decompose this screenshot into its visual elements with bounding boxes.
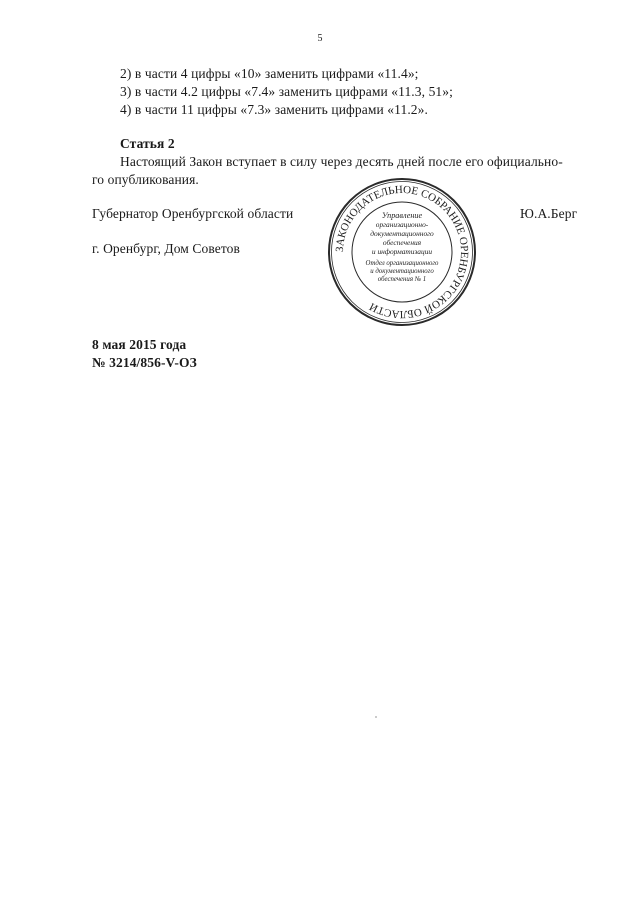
document-number: № 3214/856-V-ОЗ xyxy=(92,355,197,370)
stamp-inner-line-5: и информатизации xyxy=(371,247,433,256)
stamp-inner-line-6: Отдел организационного xyxy=(365,260,439,267)
signing-place: г. Оренбург, Дом Советов xyxy=(92,241,241,256)
stamp-inner-line-8: обеспечения № 1 xyxy=(377,276,427,283)
scan-speck xyxy=(375,716,377,718)
stamp-inner-line-1: Управление xyxy=(381,211,423,220)
article-text-line-1: Настоящий Закон вступает в силу через десять дней после его официально- xyxy=(120,154,563,169)
document-date: 8 мая 2015 года xyxy=(92,337,187,352)
signatory-position: Губернатор Оренбургской области xyxy=(92,206,294,221)
signatory-name: Ю.А.Берг xyxy=(520,206,578,221)
page-number: 5 xyxy=(317,33,323,44)
stamp-inner-line-4: обеспечения xyxy=(382,238,422,247)
amendment-item-2: 2) в части 4 цифры «10» заменить цифрами «11.4»; xyxy=(120,66,419,81)
stamp-inner-line-3: документационного xyxy=(370,229,434,238)
stamp-outer-text: ЗАКОНОДАТЕЛЬНОЕ СОБРАНИЕ ОРЕНБУРГСКОЙ ОБЛАСТИ xyxy=(333,183,471,321)
stamp-inner-line-2: организационно- xyxy=(375,220,429,229)
amendment-item-4: 4) в части 11 цифры «7.3» заменить цифрами «11.2». xyxy=(120,102,428,117)
amendment-item-3: 3) в части 4.2 цифры «7.4» заменить цифрами «11.3, 51»; xyxy=(120,84,453,99)
article-heading: Статья 2 xyxy=(120,136,175,151)
official-stamp xyxy=(326,176,478,328)
article-text-line-2: го опубликования. xyxy=(92,172,199,187)
stamp-inner-line-7: и документационного xyxy=(370,268,434,275)
